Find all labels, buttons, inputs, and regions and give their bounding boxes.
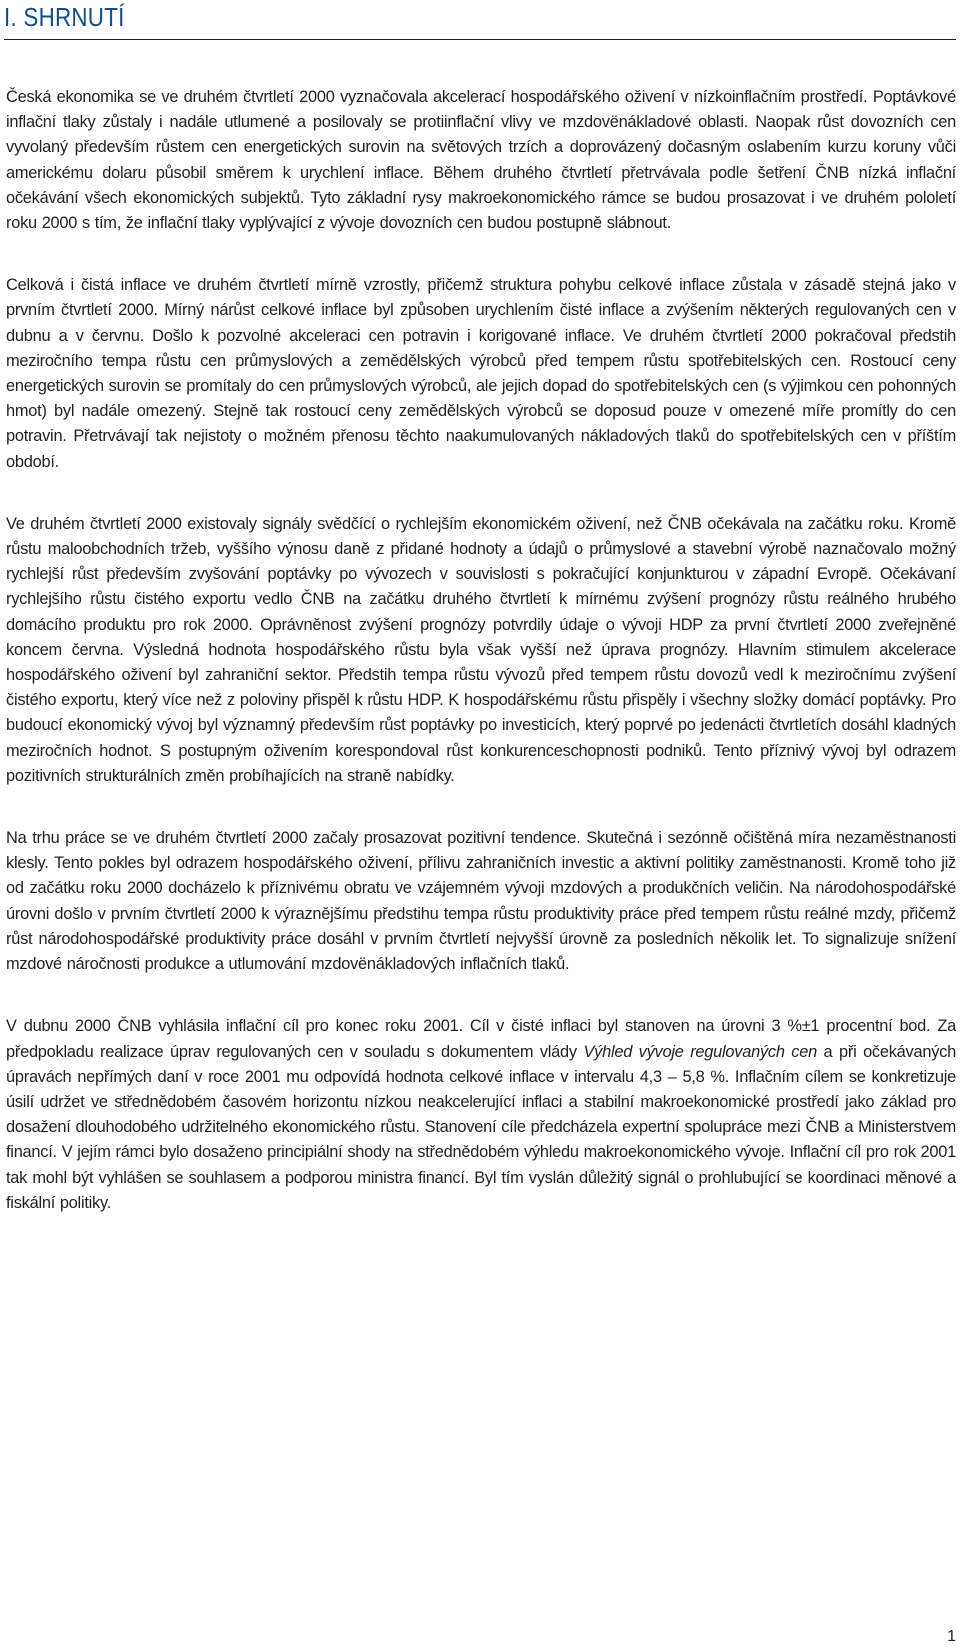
paragraph-inflation-target-part2: a při očekávaných úpravách nepřímých daní v roce 2001 mu odpovídá hodnota celkové inflace v intervalu 4,3 – 5,8 %. Inflačním cílem se konkretizuje úsilí udržet ve střednědobém časovém horizontu nízkou neakcelerující inflaci a stabilní makroekonomické prostředí jako základ pro dosažení dlouhodobého udržitelného ekonomického růstu. Stanovení cíle předcházela expertní spolupráce mezi ČNB a Ministerstvem financí. V jejím rámci bylo dosaženo principiální shody na střednědobém výhledu makroekonomického vývoje. Inflační cíl pro rok 2001 tak mohl být vyhlášen se souhlasem a podporou ministra financí. Byl tím vyslán důležitý signál o prohlubující se koordinaci měnové a fiskální politiky. — [6, 1042, 956, 1212]
regulated-prices-document-title: Výhled vývoje regulovaných cen — [583, 1042, 817, 1061]
page-number: 1 — [947, 1628, 956, 1645]
section-title: I. SHRNUTÍ — [4, 2, 125, 32]
paragraph-labour-market: Na trhu práce se ve druhém čtvrtletí 2000 začaly prosazovat pozitivní tendence. Skutečná i sezónně očištěná míra nezaměstnanosti klesly. Tento pokles byl odrazem hospodářského oživení, přílivu zahraničních investic a aktivní politiky zaměstnanosti. Kromě toho již od začátku roku 2000 docházelo k příznivému obratu ve vzájemném vývoji mzdových a produkčních veličin. Na národohospodářské úrovni došlo v prvním čtvrtletí 2000 k výraznějšímu předstihu tempa růstu produktivity práce před tempem růstu reálné mzdy, přičemž růst národohospodářské produktivity práce dosáhl v prvním čtvrtletí nejvyšší úrovně za posledních několik let. To signalizuje snížení mzdové náročnosti produkce a utlumování mzdovënákladových inflačních tlaků. — [6, 829, 956, 974]
paragraph-inflation-target-part1: V dubnu 2000 ČNB vyhlásila inflační cíl pro konec roku 2001. Cíl v čisté inflaci byl stanoven na úrovni 3 %±1 procentní bod. Za předpokladu realizace úprav regulovaných cen v souladu s dokumentem vlády — [6, 1017, 956, 1061]
paragraph-economic-growth: Ve druhém čtvrtletí 2000 existovaly signály svědčící o rychlejším ekonomickém oživení, než ČNB očekávala na začátku roku. Kromě růstu maloobchodních tržeb, vyššího výnosu daně z přidané hodnoty a údajů o průmyslové a stavební výrobě naznačovalo možný rychlejší růst především zvyšování poptávky po vývozech v souvislosti s pokračující konjunkturou v západní Evropě. Očekávaní rychlejšího růstu čistého exportu vedlo ČNB na začátku druhého čtvrtletí k mírnému zvýšení prognózy růstu reálného hrubého domácího produktu pro rok 2000. Oprávněnost zvýšení prognózy potvrdily údaje o vývoji HDP za první čtvrtletí 2000 zveřejněné koncem června. Výsledná hodnota hospodářského růstu byla však vyšší než úprava prognózy. Hlavním stimulem akcelerace hospodářského oživení byl zahraniční sektor. Předstih tempa růstu vývozů před tempem růstu dovozů vedl k meziročnímu zvýšení čistého exportu, který více než z poloviny přispěl k růstu HDP. K hospodářskému růstu přispěly i všechny složky domácí poptávky. Pro budoucí ekonomický vývoj byl významný především růst poptávky po investicích, který poprvé po jedenácti čtvrtletích dosáhl kladných meziročních hodnot. S postupným oživením korespondoval růst konkurenceschopnosti podniků. Tento příznivý vývoj byl odrazem pozitivních strukturálních změn probíhajících na straně nabídky. — [6, 514, 956, 785]
paragraph-inflation-target — [6, 1014, 956, 1216]
section-heading — [4, 0, 956, 40]
document-body — [6, 85, 956, 1253]
paragraph-inflation-overview: Česká ekonomika se ve druhém čtvrtletí 2000 vyznačovala akcelerací hospodářského oživení v nízkoinflačním prostředí. Poptávkové inflační tlaky zůstaly i nadále utlumené a posilovaly se protiinflační vlivy ve mzdovënákladové oblasti. Naopak růst dovozních cen vyvolaný především růstem cen energetických surovin na světových trzích a doprovázený dočasným oslabením kurzu koruny vůči americkému dolaru působil směrem k urychlení inflace. Během druhého čtvrtletí přetrvávala podle šetření ČNB nízká inflační očekávání všech ekonomických subjektů. Tyto základní rysy makroekonomického rámce se budou prosazovat i ve druhém pololetí roku 2000 s tím, že inflační tlaky vyplývající z vývoje dovozních cen budou postupně slábnout. — [6, 88, 956, 233]
paragraph-price-development: Celková i čistá inflace ve druhém čtvrtletí mírně vzrostly, přičemž struktura pohybu celkové inflace zůstala v zásadě stejná jako v prvním čtvrtletí 2000. Mírný nárůst celkové inflace byl způsoben urychlením čisté inflace a zvýšením některých regulovaných cen v dubnu a v červnu. Došlo k pozvolné akceleraci cen potravin i korigované inflace. Ve druhém čtvrtletí 2000 pokračoval předstih meziročního tempa růstu cen průmyslových a zemědělských výrobců před tempem růstu spotřebitelských cen. Rostoucí ceny energetických surovin se promítaly do cen průmyslových výrobců, ale jejich dopad do spotřebitelských cen (s výjimkou cen pohonných hmot) byl nadále omezený. Stejně tak rostoucí ceny zemědělských výrobců se doposud pouze v omezené míře promítly do cen potravin. Přetrvávají tak nejistoty o možném přenosu těchto naakumulovaných nákladových tlaků do spotřebitelských cen v příštím období. — [6, 276, 956, 471]
